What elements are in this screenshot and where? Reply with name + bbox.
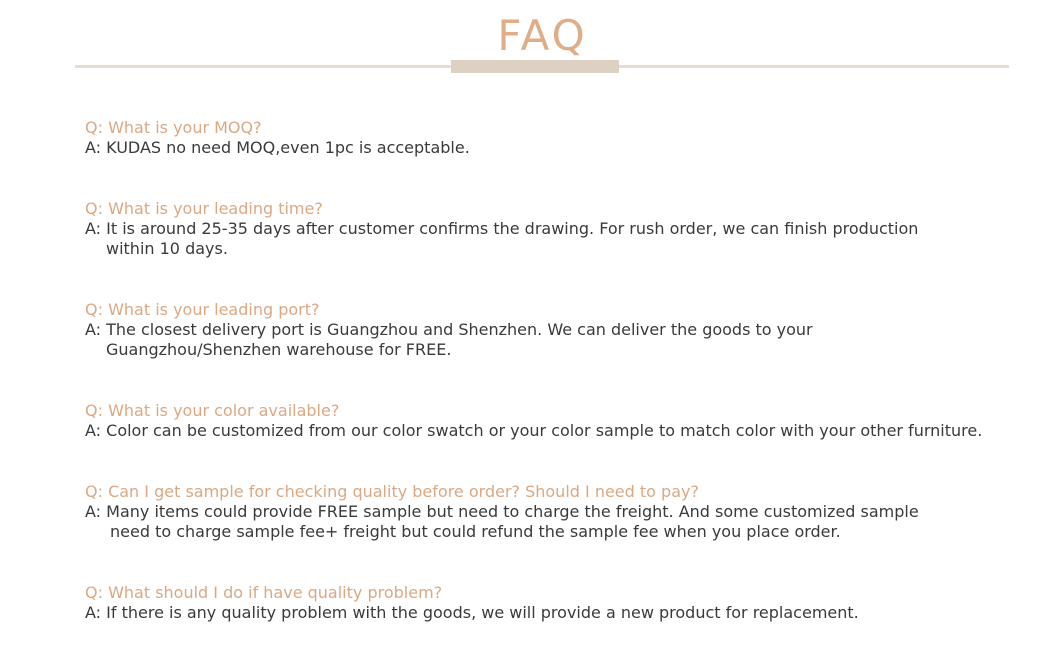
faq-answer: A: The closest delivery port is Guangzhou and Shenzhen. We can deliver the goods to your xyxy=(85,320,813,339)
faq-item-leading-port xyxy=(85,300,1025,360)
faq-answer-continued: within 10 days. xyxy=(106,239,228,258)
faq-item-sample xyxy=(85,482,1025,542)
faq-answer: A: KUDAS no need MOQ,even 1pc is acceptable. xyxy=(85,138,470,157)
faq-item-moq xyxy=(85,118,1025,158)
title-divider-accent xyxy=(451,60,619,73)
faq-question: Q: Can I get sample for checking quality before order? Should I need to pay? xyxy=(85,482,699,501)
faq-item-quality-problem xyxy=(85,583,1025,623)
faq-answer: A: Color can be customized from our color swatch or your color sample to match color with your other furniture. xyxy=(85,421,983,440)
faq-item-leading-time xyxy=(85,199,1025,259)
faq-question: Q: What is your leading time? xyxy=(85,199,323,218)
faq-answer-continued: Guangzhou/Shenzhen warehouse for FREE. xyxy=(106,340,452,359)
faq-answer: A: Many items could provide FREE sample but need to charge the freight. And some customized sample xyxy=(85,502,919,521)
faq-question: Q: What is your leading port? xyxy=(85,300,320,319)
faq-answer: A: If there is any quality problem with the goods, we will provide a new product for replacement. xyxy=(85,603,859,622)
faq-item-color xyxy=(85,401,1025,441)
faq-answer: A: It is around 25-35 days after customer confirms the drawing. For rush order, we can finish production xyxy=(85,219,919,238)
faq-answer-continued: need to charge sample fee+ freight but could refund the sample fee when you place order. xyxy=(110,522,841,541)
faq-question: Q: What is your MOQ? xyxy=(85,118,262,137)
page-title: FAQ xyxy=(497,11,588,60)
faq-question: Q: What is your color available? xyxy=(85,401,340,420)
faq-question: Q: What should I do if have quality problem? xyxy=(85,583,443,602)
